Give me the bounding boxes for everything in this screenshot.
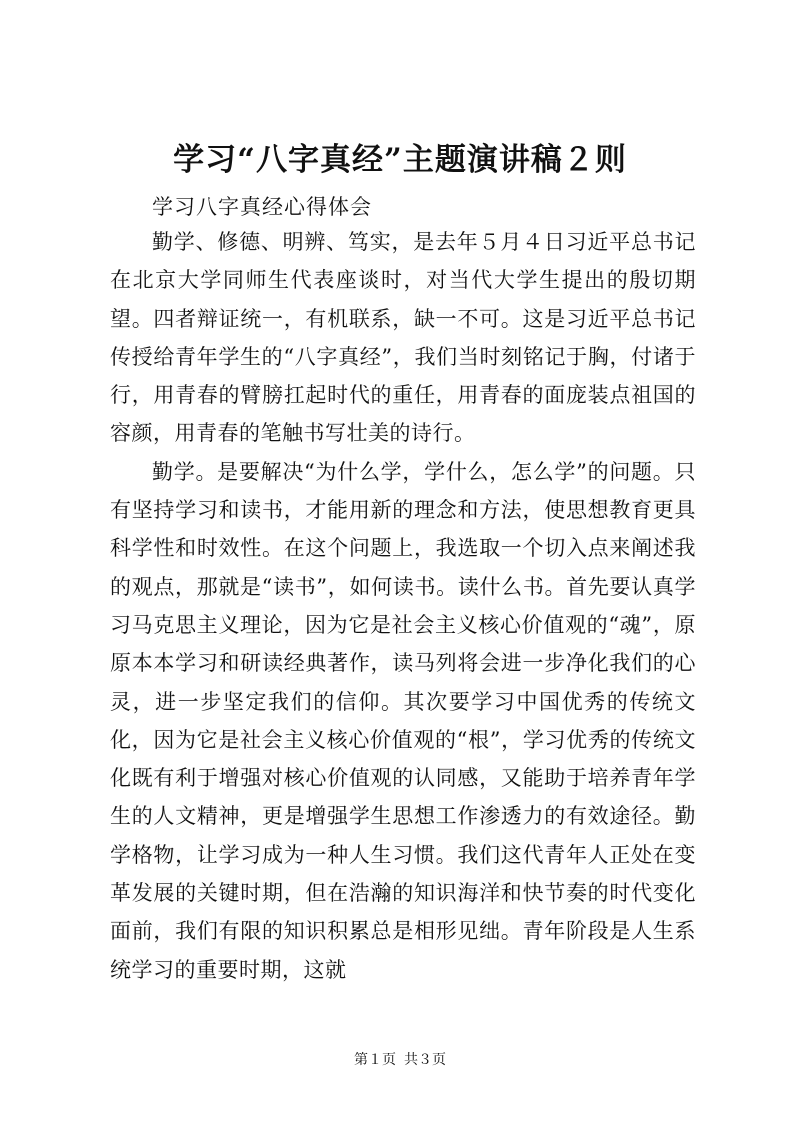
paragraph: 勤学。是要解决“为什么学，学什么，怎么学”的问题。只有坚持学习和读书，才能用新的理念和方法，使思想教育更具科学性和时效性。在这个问题上，我选取一个切入点来阐述我的观点，那就是“读书”，如何读书。读什么书。首先要认真学习马克思主义理论，因为它是社会主义核心价值观的“魂”，原原本本学习和研读经典著作，读马列将会进一步净化我们的心灵，进一步坚定我们的信仰。其次要学习中国优秀的传统文化，因为它是社会主义核心价值观的“根”，学习优秀的传统文化既有利于增强对核心价值观的认同感，又能助于培养青年学生的人文精神，更是增强学生思想工作渗透力的有效途径。勤学格物，让学习成为一种人生习惯。我们这代青年人正处在变革发展的关键时期，但在浩瀚的知识海洋和快节奏的时代变化面前，我们有限的知识积累总是相形见绌。青年阶段是人生系统学习的重要时期，这就	[110, 459, 696, 982]
document-subtitle: 学习八字真经心得体会	[152, 195, 372, 219]
page-footer	[0, 1050, 800, 1070]
document-title: 学习“八字真经”主题演讲稿２则	[173, 142, 627, 178]
page-total: 共３页	[404, 1052, 446, 1068]
page-number: 第１页	[354, 1052, 396, 1068]
document-body	[110, 223, 696, 989]
paragraph: 勤学、修德、明辨、笃实，是去年５月４日习近平总书记在北京大学同师生代表座谈时，对当代大学生提出的殷切期望。四者辩证统一，有机联系，缺一不可。这是习近平总书记传授给青年学生的“八字真经”，我们当时刻铭记于胸，付诸于行，用青春的臂膀扛起时代的重任，用青春的面庞装点祖国的容颜，用青春的笔触书写壮美的诗行。	[110, 230, 696, 446]
